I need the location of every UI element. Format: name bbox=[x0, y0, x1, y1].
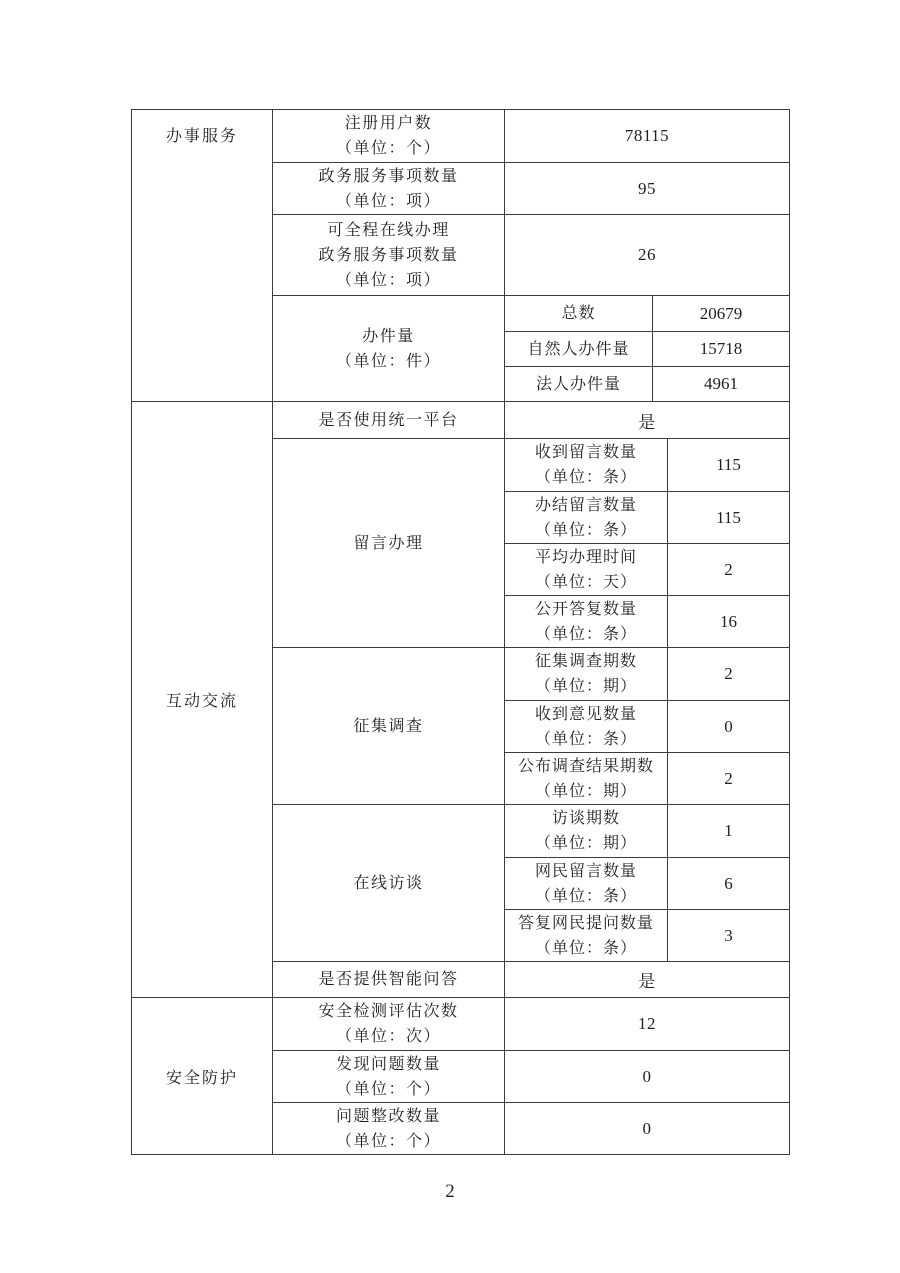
item-label-line: （单位：个） bbox=[335, 1080, 441, 1098]
section-content bbox=[273, 998, 789, 1154]
sub-item-label-cell bbox=[505, 544, 668, 595]
table-section bbox=[132, 997, 789, 1154]
group-label-cell bbox=[273, 296, 505, 401]
sub-item-label-cell bbox=[505, 910, 668, 961]
group-label-line: 办件量 bbox=[362, 327, 415, 345]
item-label-cell bbox=[273, 402, 505, 438]
item-label-line: （单位：次） bbox=[335, 1028, 441, 1045]
table-subrow bbox=[505, 366, 789, 401]
item-label-line: （单位：项） bbox=[335, 271, 441, 289]
item-label-line: （单位：项） bbox=[335, 192, 441, 210]
table-section bbox=[132, 401, 789, 997]
table-subrow bbox=[505, 909, 789, 961]
sub-item-value-cell: 2 bbox=[724, 664, 733, 683]
item-label-line: 注册用户数 bbox=[344, 115, 433, 132]
sub-item-value-cell: 20679 bbox=[699, 303, 743, 323]
section-content bbox=[273, 402, 789, 997]
group-label-cell bbox=[273, 648, 505, 804]
table-subrow bbox=[505, 296, 789, 331]
sub-item-label-cell bbox=[505, 332, 653, 366]
table-subrow bbox=[505, 543, 789, 595]
item-label-line: 安全检测评估次数 bbox=[318, 1003, 459, 1020]
sub-item-label-cell bbox=[505, 858, 668, 909]
sub-item-value-cell: 15718 bbox=[699, 339, 743, 358]
sub-item-value-cell: 0 bbox=[724, 716, 733, 736]
sub-item-label-cell bbox=[505, 753, 668, 804]
item-label-cell bbox=[273, 110, 505, 162]
sub-item-value-cell: 4961 bbox=[704, 374, 738, 393]
sub-item-label-cell bbox=[505, 439, 668, 491]
item-value-cell: 95 bbox=[638, 178, 656, 198]
table-row bbox=[273, 162, 789, 214]
item-label-line: 可全程在线办理 bbox=[327, 221, 450, 239]
item-label-line: 是否使用统一平台 bbox=[318, 411, 459, 429]
table-group-row bbox=[273, 804, 789, 961]
sub-item-label-line: 公开答复数量 bbox=[534, 600, 637, 618]
table-row bbox=[273, 1102, 789, 1154]
group-subrows bbox=[505, 439, 789, 647]
sub-item-label-line: （单位：条） bbox=[534, 521, 637, 539]
table-subrow bbox=[505, 439, 789, 491]
sub-item-label-cell bbox=[505, 805, 668, 857]
report-table bbox=[131, 109, 790, 1155]
group-label-line: 在线访谈 bbox=[353, 874, 424, 892]
item-value-cell: 26 bbox=[638, 245, 656, 264]
item-label-line: 问题整改数量 bbox=[335, 1107, 441, 1125]
sub-item-label-line: （单位：期） bbox=[534, 678, 637, 695]
group-label-cell bbox=[273, 439, 505, 647]
table-row bbox=[273, 998, 789, 1050]
table-row bbox=[273, 110, 789, 162]
sub-item-label-line: 办结留言数量 bbox=[534, 496, 637, 514]
sub-item-label-line: 公布调查结果期数 bbox=[517, 757, 654, 775]
group-label-line: （单位：件） bbox=[335, 352, 441, 370]
item-value-cell: 0 bbox=[642, 1118, 652, 1138]
sub-item-label-cell bbox=[505, 367, 653, 401]
table-row bbox=[273, 214, 789, 295]
group-subrows bbox=[505, 296, 789, 401]
table-subrow bbox=[505, 752, 789, 804]
group-label-line: 征集调查 bbox=[353, 717, 424, 735]
page-number: 2 bbox=[445, 1181, 455, 1202]
table-group-row bbox=[273, 438, 789, 647]
table-row bbox=[273, 1050, 789, 1102]
table-subrow bbox=[505, 857, 789, 909]
sub-item-label-cell bbox=[505, 296, 653, 331]
item-label-cell bbox=[273, 1103, 505, 1154]
sub-item-label-line: 自然人办件量 bbox=[527, 340, 630, 358]
item-label-cell bbox=[273, 998, 505, 1050]
group-label-cell bbox=[273, 805, 505, 961]
group-subrows bbox=[505, 805, 789, 961]
group-label-line: 留言办理 bbox=[353, 534, 424, 552]
item-label-cell bbox=[273, 962, 505, 997]
section-label-cell: 安全防护 bbox=[132, 998, 273, 1154]
sub-item-value-cell: 1 bbox=[724, 821, 733, 840]
sub-item-label-line: （单位：天） bbox=[534, 573, 637, 591]
sub-item-label-line: 法人办件量 bbox=[535, 375, 621, 393]
item-value-cell: 78115 bbox=[624, 126, 670, 145]
sub-item-label-line: 收到意见数量 bbox=[534, 705, 637, 723]
item-label-line: （单位：个） bbox=[335, 1132, 441, 1150]
group-subrows bbox=[505, 648, 789, 804]
sub-item-value-cell: 3 bbox=[724, 925, 733, 945]
sub-item-label-line: （单位：条） bbox=[534, 939, 637, 957]
sub-item-label-line: （单位：条） bbox=[534, 887, 637, 905]
sub-item-label-line: （单位：期） bbox=[534, 835, 637, 852]
table-group-row bbox=[273, 647, 789, 804]
sub-item-label-line: 答复网民提问数量 bbox=[517, 914, 654, 932]
sub-item-label-line: 访谈期数 bbox=[551, 810, 620, 827]
table-subrow bbox=[505, 595, 789, 647]
sub-item-label-line: （单位：期） bbox=[534, 782, 637, 800]
sub-item-label-line: 总数 bbox=[561, 305, 596, 322]
sub-item-value-cell: 16 bbox=[720, 611, 737, 631]
table-subrow bbox=[505, 700, 789, 752]
table-section bbox=[132, 110, 789, 401]
item-label-line: （单位：个） bbox=[335, 140, 441, 157]
sub-item-value-cell: 2 bbox=[724, 559, 733, 579]
table-row bbox=[273, 402, 789, 438]
item-label-cell bbox=[273, 1051, 505, 1102]
item-value-cell: 12 bbox=[638, 1014, 656, 1033]
sub-item-label-cell bbox=[505, 701, 668, 752]
sub-item-label-cell bbox=[505, 648, 668, 700]
sub-item-label-line: （单位：条） bbox=[534, 469, 637, 486]
item-label-line: 政务服务事项数量 bbox=[318, 167, 459, 185]
sub-item-label-line: （单位：条） bbox=[534, 625, 637, 643]
section-label-cell: 互动交流 bbox=[132, 402, 273, 997]
sub-item-label-line: （单位：条） bbox=[534, 730, 637, 748]
table-subrow bbox=[505, 648, 789, 700]
sub-item-label-line: 收到留言数量 bbox=[534, 444, 637, 461]
item-label-cell bbox=[273, 163, 505, 214]
sub-item-label-cell bbox=[505, 596, 668, 647]
table-subrow bbox=[505, 491, 789, 543]
table-subrow bbox=[505, 805, 789, 857]
section-label-cell: 办事服务 bbox=[132, 110, 273, 401]
sub-item-label-line: 网民留言数量 bbox=[534, 862, 637, 880]
sub-item-label-cell bbox=[505, 492, 668, 543]
item-value-cell: 0 bbox=[642, 1066, 652, 1086]
sub-item-label-line: 征集调查期数 bbox=[534, 653, 637, 670]
sub-item-value-cell: 115 bbox=[716, 455, 741, 474]
sub-item-value-cell: 115 bbox=[716, 507, 741, 527]
item-label-line: 政务服务事项数量 bbox=[318, 246, 459, 264]
item-value-cell: 是 bbox=[638, 412, 656, 432]
item-label-cell bbox=[273, 215, 505, 295]
item-label-line: 是否提供智能问答 bbox=[318, 971, 459, 988]
table-subrow bbox=[505, 331, 789, 366]
item-label-line: 发现问题数量 bbox=[335, 1055, 441, 1073]
sub-item-value-cell: 6 bbox=[724, 873, 733, 893]
sub-item-value-cell: 2 bbox=[724, 768, 733, 788]
sub-item-label-line: 平均办理时间 bbox=[534, 548, 637, 566]
section-content bbox=[273, 110, 789, 401]
item-value-cell: 是 bbox=[638, 972, 656, 991]
table-row bbox=[273, 961, 789, 997]
table-group-row bbox=[273, 295, 789, 401]
